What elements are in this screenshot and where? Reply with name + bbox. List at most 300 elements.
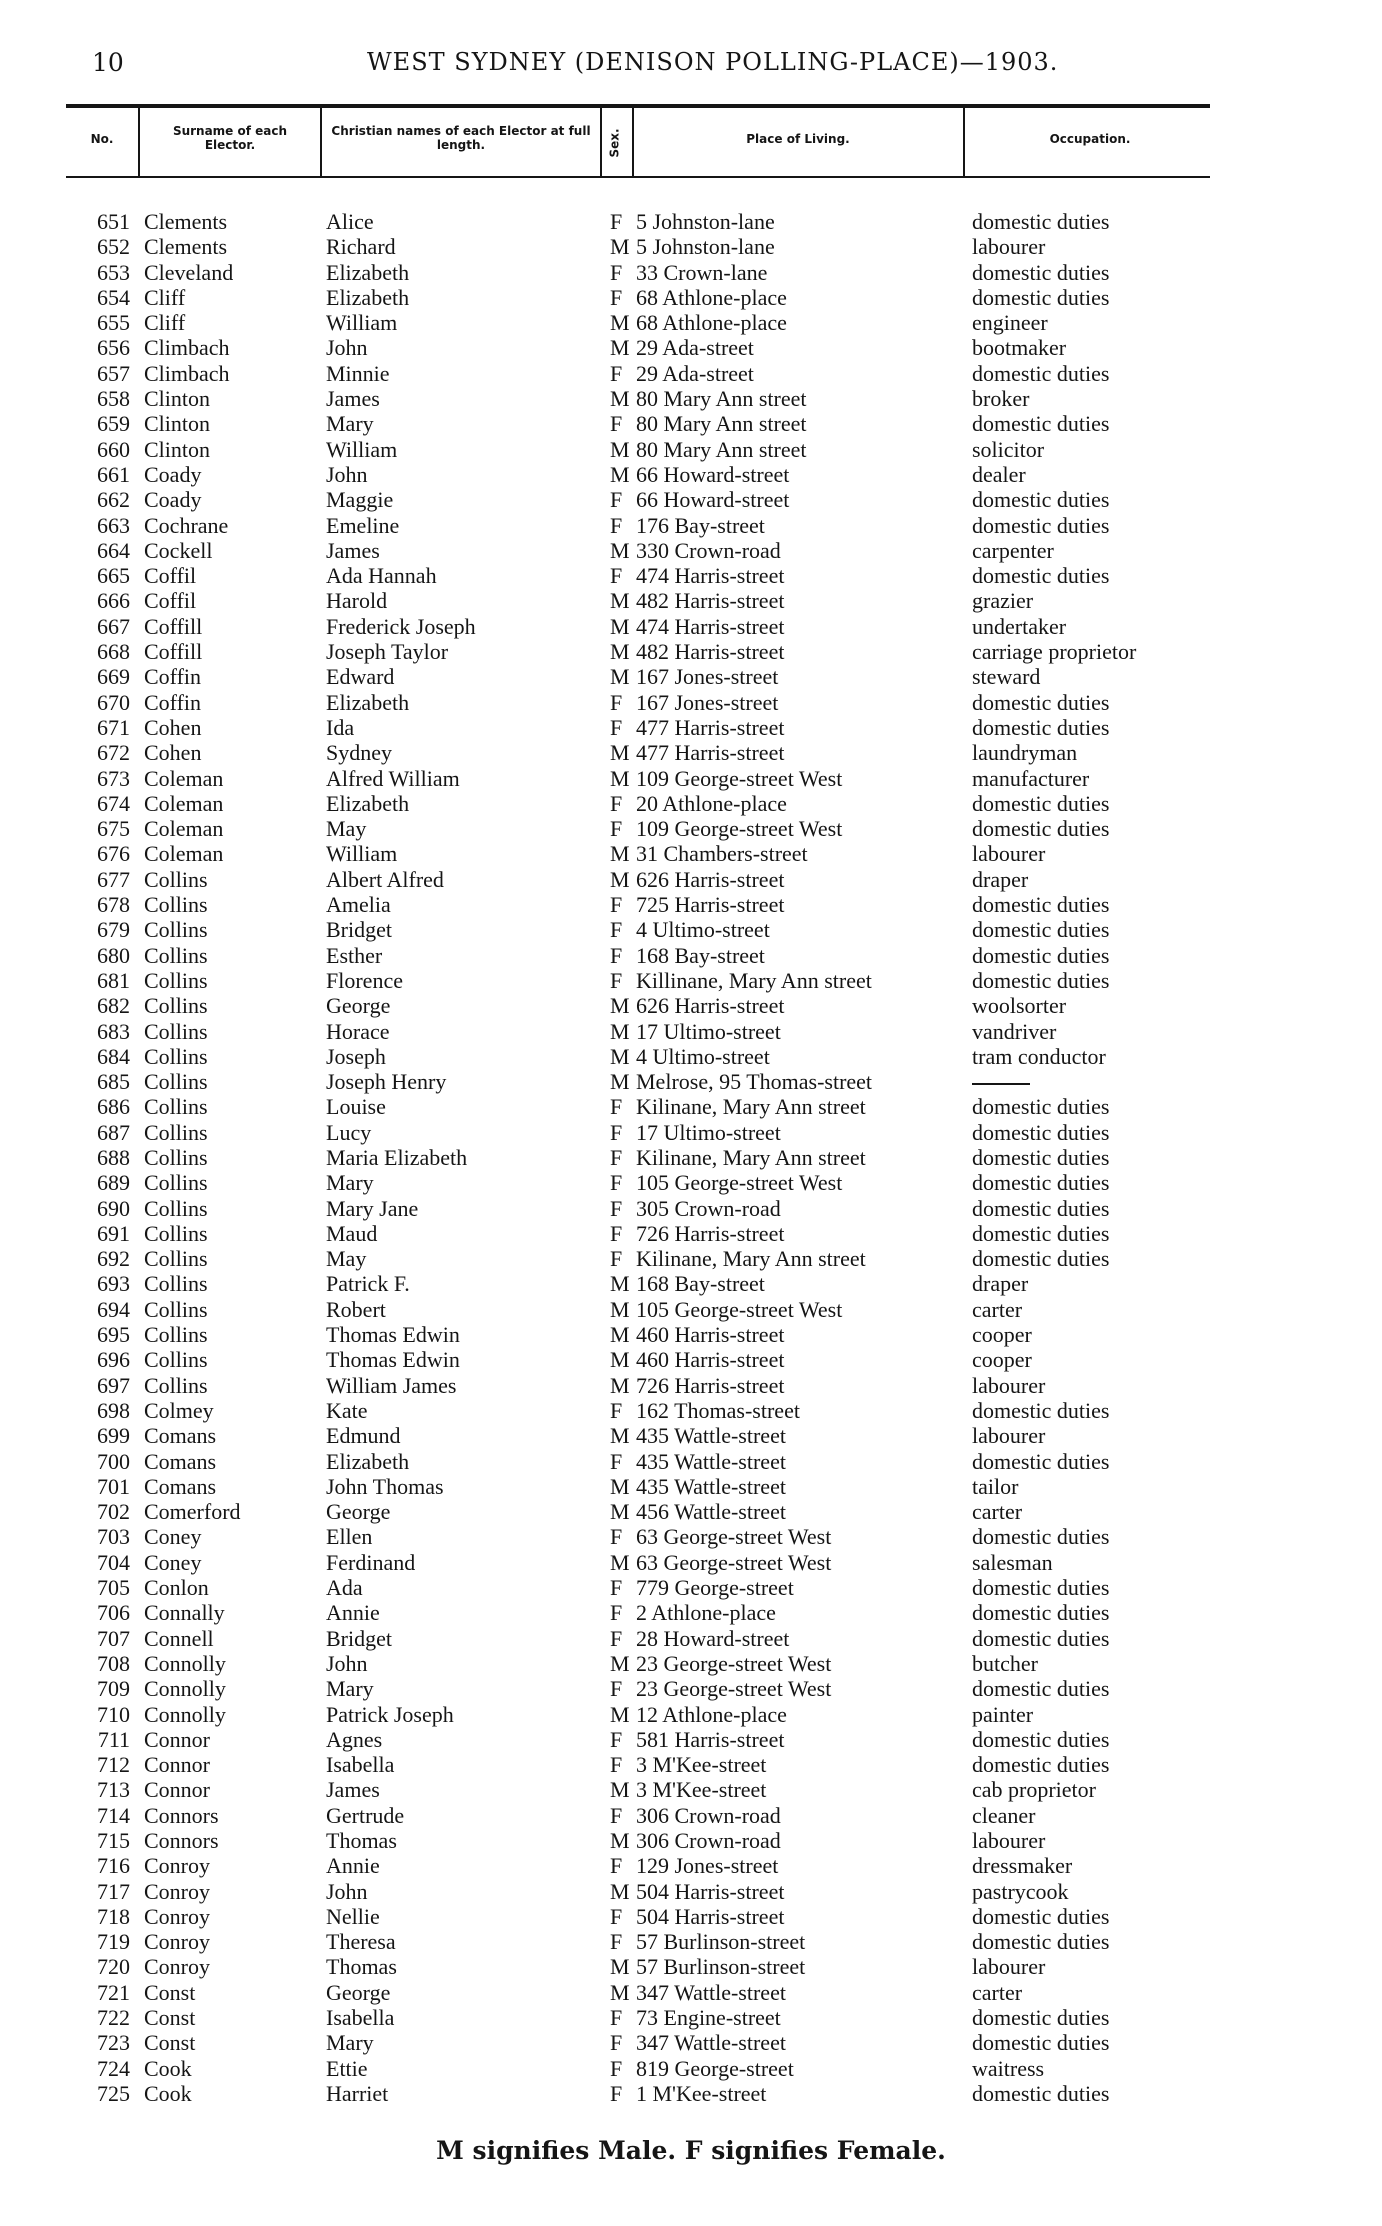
surname: Collins <box>144 1144 208 1170</box>
place-of-living: 626 Harris-street <box>636 993 785 1019</box>
christian-names: John <box>326 335 368 361</box>
place-of-living: 306 Crown-road <box>636 1802 781 1828</box>
sex: F <box>610 1220 623 1246</box>
row-number: 658 <box>97 386 130 412</box>
table-row <box>0 968 1382 993</box>
occupation: cooper <box>972 1322 1032 1348</box>
sex: M <box>610 740 630 766</box>
sex: F <box>610 892 623 918</box>
christian-names: George <box>326 1499 391 1525</box>
occupation: waitress <box>972 2055 1045 2081</box>
table-row <box>0 816 1382 841</box>
table-row <box>0 1499 1382 1524</box>
occupation: domestic duties <box>972 360 1110 386</box>
place-of-living: 168 Bay-street <box>636 1271 765 1297</box>
surname: Cohen <box>144 714 202 740</box>
christian-names: Maggie <box>326 487 394 513</box>
table-row <box>0 639 1382 664</box>
table-row <box>0 1904 1382 1929</box>
row-number: 687 <box>97 1119 130 1145</box>
row-number: 682 <box>97 993 130 1019</box>
christian-names: Richard <box>326 234 396 260</box>
table-row <box>0 2030 1382 2055</box>
sex: F <box>610 917 623 943</box>
sex: F <box>610 1625 623 1651</box>
table-row <box>0 1828 1382 1853</box>
occupation: domestic duties <box>972 1625 1110 1651</box>
sex: M <box>610 1549 630 1575</box>
occupation: domestic duties <box>972 917 1110 943</box>
row-number: 712 <box>97 1752 130 1778</box>
christian-names: John Thomas <box>326 1473 444 1499</box>
occupation: undertaker <box>972 613 1067 639</box>
row-number: 665 <box>97 563 130 589</box>
christian-names: Emeline <box>326 512 400 538</box>
christian-names: Elizabeth <box>326 689 410 715</box>
row-number: 709 <box>97 1676 130 1702</box>
surname: Conroy <box>144 1929 210 1955</box>
occupation: domestic duties <box>972 284 1110 310</box>
row-number: 683 <box>97 1018 130 1044</box>
sex: M <box>610 1271 630 1297</box>
occupation: broker <box>972 386 1030 412</box>
surname: Clinton <box>144 411 211 437</box>
place-of-living: 57 Burlinson-street <box>636 1929 806 1955</box>
christian-names: Louise <box>326 1094 386 1120</box>
place-of-living: 31 Chambers-street <box>636 841 808 867</box>
table-row <box>0 1600 1382 1625</box>
sex: F <box>610 2005 623 2031</box>
surname: Collins <box>144 866 208 892</box>
sex: M <box>610 866 630 892</box>
table-row <box>0 1702 1382 1727</box>
surname: Clinton <box>144 436 211 462</box>
surname: Connolly <box>144 1676 226 1702</box>
surname: Comans <box>144 1473 217 1499</box>
christian-names: Ada Hannah <box>326 563 437 589</box>
place-of-living: 5 Johnston-lane <box>636 209 775 234</box>
christian-names: Joseph Henry <box>326 1069 447 1095</box>
place-of-living: 129 Jones-street <box>636 1853 779 1879</box>
table-row <box>0 513 1382 538</box>
table-row <box>0 2005 1382 2030</box>
occupation: pastrycook <box>972 1878 1069 1904</box>
sex: F <box>610 1929 623 1955</box>
table-row <box>0 1879 1382 1904</box>
occupation: cleaner <box>972 1802 1036 1828</box>
christian-names: Bridget <box>326 917 392 943</box>
sex: F <box>610 2030 623 2056</box>
christian-names: Ida <box>326 714 355 740</box>
surname: Coady <box>144 461 202 487</box>
christian-names: John <box>326 1878 368 1904</box>
table-row <box>0 766 1382 791</box>
row-number: 692 <box>97 1246 130 1272</box>
table-row <box>0 260 1382 285</box>
sex: M <box>610 234 630 260</box>
sex: F <box>610 1524 623 1550</box>
christian-names: Amelia <box>326 892 391 918</box>
surname: Comans <box>144 1423 217 1449</box>
christian-names: Agnes <box>326 1726 383 1752</box>
row-number: 711 <box>97 1726 130 1752</box>
surname: Coleman <box>144 790 224 816</box>
table-row <box>0 917 1382 942</box>
table-row <box>0 1019 1382 1044</box>
surname: Const <box>144 2030 196 2056</box>
surname: Cohen <box>144 740 202 766</box>
table-row <box>0 993 1382 1018</box>
christian-names: May <box>326 816 367 842</box>
occupation: dressmaker <box>972 1853 1073 1879</box>
occupation: domestic duties <box>972 942 1110 968</box>
occupation: carter <box>972 1296 1023 1322</box>
sex: F <box>610 816 623 842</box>
place-of-living: Killinane, Mary Ann street <box>636 967 872 993</box>
place-of-living: 1 M'Kee-street <box>636 2080 767 2106</box>
occupation: domestic duties <box>972 1676 1110 1702</box>
sex: M <box>610 1828 630 1853</box>
christian-names: Maud <box>326 1220 378 1246</box>
sex: F <box>610 1802 623 1828</box>
column-separator <box>963 108 965 176</box>
row-number: 688 <box>97 1144 130 1170</box>
occupation: domestic duties <box>972 892 1110 918</box>
christian-names: Mary <box>326 1676 374 1702</box>
sex: F <box>610 942 623 968</box>
table-row <box>0 1196 1382 1221</box>
surname: Collins <box>144 1296 208 1322</box>
place-of-living: 726 Harris-street <box>636 1220 785 1246</box>
christian-names: George <box>326 1979 391 2005</box>
table-row <box>0 361 1382 386</box>
sex: F <box>610 1094 623 1120</box>
table-row <box>0 1221 1382 1246</box>
christian-names: Joseph <box>326 1043 386 1069</box>
surname: Connolly <box>144 1701 226 1727</box>
table-row <box>0 1550 1382 1575</box>
sex: F <box>610 2055 623 2081</box>
christian-names: Bridget <box>326 1625 392 1651</box>
occupation: domestic duties <box>972 1397 1110 1423</box>
christian-names: Thomas <box>326 1954 397 1980</box>
occupation: labourer <box>972 841 1046 867</box>
christian-names: William <box>326 310 398 336</box>
place-of-living: 504 Harris-street <box>636 1878 785 1904</box>
surname: Collins <box>144 1195 208 1221</box>
column-separator <box>138 108 140 176</box>
row-number: 668 <box>97 639 130 665</box>
table-row <box>0 1271 1382 1296</box>
row-number: 674 <box>97 790 130 816</box>
place-of-living: 68 Athlone-place <box>636 310 787 336</box>
sex: M <box>610 1701 630 1727</box>
sex: F <box>610 967 623 993</box>
occupation: domestic duties <box>972 512 1110 538</box>
place-of-living: 474 Harris-street <box>636 613 785 639</box>
place-of-living: 477 Harris-street <box>636 714 785 740</box>
place-of-living: 3 M'Kee-street <box>636 1777 767 1803</box>
surname: Const <box>144 1979 196 2005</box>
row-number: 723 <box>97 2030 130 2056</box>
row-number: 720 <box>97 1954 130 1980</box>
christian-names: Theresa <box>326 1929 396 1955</box>
occupation: labourer <box>972 1423 1046 1449</box>
row-number: 702 <box>97 1499 130 1525</box>
sex: F <box>610 1448 623 1474</box>
surname: Collins <box>144 993 208 1019</box>
christian-names: John <box>326 1650 368 1676</box>
sex: F <box>610 1676 623 1702</box>
surname: Clements <box>144 209 228 234</box>
occupation: woolsorter <box>972 993 1067 1019</box>
place-of-living: 63 George-street West <box>636 1549 832 1575</box>
sex: F <box>610 689 623 715</box>
occupation: domestic duties <box>972 1170 1110 1196</box>
surname: Coleman <box>144 841 224 867</box>
sex: M <box>610 1954 630 1980</box>
table-row <box>0 1954 1382 1979</box>
place-of-living: 162 Thomas-street <box>636 1397 800 1423</box>
table-row <box>0 690 1382 715</box>
place-of-living: 4 Ultimo-street <box>636 1043 770 1069</box>
occupation: domestic duties <box>972 1144 1110 1170</box>
sex: M <box>610 613 630 639</box>
occupation: domestic duties <box>972 2005 1110 2031</box>
occupation: domestic duties <box>972 2030 1110 2056</box>
table-row <box>0 1246 1382 1271</box>
place-of-living: 12 Athlone-place <box>636 1701 787 1727</box>
place-of-living: 460 Harris-street <box>636 1347 785 1373</box>
table-row <box>0 715 1382 740</box>
sex: F <box>610 790 623 816</box>
row-number: 666 <box>97 588 130 614</box>
row-number: 663 <box>97 512 130 538</box>
sex: M <box>610 1423 630 1449</box>
surname: Cockell <box>144 537 213 563</box>
christian-names: May <box>326 1246 367 1272</box>
row-number: 655 <box>97 310 130 336</box>
surname: Collins <box>144 917 208 943</box>
christian-names: Lucy <box>326 1119 372 1145</box>
surname: Coffill <box>144 639 203 665</box>
christian-names: James <box>326 537 380 563</box>
occupation: grazier <box>972 588 1034 614</box>
row-number: 695 <box>97 1322 130 1348</box>
place-of-living: 17 Ultimo-street <box>636 1119 781 1145</box>
occupation: domestic duties <box>972 1448 1110 1474</box>
occupation: bootmaker <box>972 335 1067 361</box>
christian-names: Mary <box>326 411 374 437</box>
table-row <box>0 867 1382 892</box>
row-number: 716 <box>97 1853 130 1879</box>
sex: M <box>610 1018 630 1044</box>
place-of-living: 460 Harris-street <box>636 1322 785 1348</box>
sex: F <box>610 1600 623 1626</box>
sex: M <box>610 537 630 563</box>
surname: Colmey <box>144 1397 214 1423</box>
occupation: labourer <box>972 234 1046 260</box>
table-row <box>0 234 1382 259</box>
row-number: 725 <box>97 2080 130 2106</box>
occupation: domestic duties <box>972 1094 1110 1120</box>
sex: F <box>610 1119 623 1145</box>
occupation: domestic duties <box>972 1903 1110 1929</box>
table-row <box>0 335 1382 360</box>
table-row <box>0 1347 1382 1372</box>
surname: Cook <box>144 2055 192 2081</box>
sex: M <box>610 1043 630 1069</box>
occupation: domestic duties <box>972 2080 1110 2106</box>
sex: M <box>610 765 630 791</box>
christian-names: Elizabeth <box>326 790 410 816</box>
row-number: 680 <box>97 942 130 968</box>
table-row <box>0 310 1382 335</box>
header-place: Place of Living. <box>746 132 850 146</box>
row-number: 698 <box>97 1397 130 1423</box>
row-number: 673 <box>97 765 130 791</box>
occupation: carter <box>972 1979 1023 2005</box>
surname: Collins <box>144 1119 208 1145</box>
header-christian: Christian names of each Elector at full length. <box>331 124 591 152</box>
table-row <box>0 892 1382 917</box>
surname: Collins <box>144 1018 208 1044</box>
place-of-living: 725 Harris-street <box>636 892 785 918</box>
column-separator <box>632 108 634 176</box>
sex: F <box>610 1170 623 1196</box>
table-row <box>0 411 1382 436</box>
sex: M <box>610 1347 630 1373</box>
christian-names: Annie <box>326 1853 380 1879</box>
surname: Collins <box>144 1069 208 1095</box>
place-of-living: 28 Howard-street <box>636 1625 790 1651</box>
sex: F <box>610 563 623 589</box>
sex: M <box>610 436 630 462</box>
table-row <box>0 1322 1382 1347</box>
christian-names: George <box>326 993 391 1019</box>
occupation: manufacturer <box>972 765 1090 791</box>
surname: Coney <box>144 1549 202 1575</box>
place-of-living: 80 Mary Ann street <box>636 386 807 412</box>
row-number: 681 <box>97 967 130 993</box>
place-of-living: 581 Harris-street <box>636 1726 785 1752</box>
place-of-living: 482 Harris-street <box>636 588 785 614</box>
occupation: tailor <box>972 1473 1019 1499</box>
row-number: 708 <box>97 1650 130 1676</box>
surname: Collins <box>144 1271 208 1297</box>
table-row <box>0 1373 1382 1398</box>
surname: Collins <box>144 942 208 968</box>
row-number: 656 <box>97 335 130 361</box>
surname: Connally <box>144 1600 225 1626</box>
table-row <box>0 1094 1382 1119</box>
sex: F <box>610 1144 623 1170</box>
row-number: 690 <box>97 1195 130 1221</box>
surname: Connor <box>144 1777 210 1803</box>
occupation: steward <box>972 664 1041 690</box>
sex: M <box>610 1878 630 1904</box>
sex: M <box>610 1069 630 1095</box>
row-number: 706 <box>97 1600 130 1626</box>
row-number: 657 <box>97 360 130 386</box>
footnote: M signifies Male. F signifies Female. <box>436 2136 946 2165</box>
occupation: domestic duties <box>972 563 1110 589</box>
row-number: 685 <box>97 1069 130 1095</box>
table-row <box>0 437 1382 462</box>
occupation: domestic duties <box>972 1195 1110 1221</box>
surname: Connor <box>144 1752 210 1778</box>
place-of-living: 109 George-street West <box>636 816 843 842</box>
christian-names: Patrick Joseph <box>326 1701 454 1727</box>
sex: F <box>610 1575 623 1601</box>
place-of-living: 167 Jones-street <box>636 664 779 690</box>
christian-names: Elizabeth <box>326 259 410 285</box>
surname: Conlon <box>144 1575 209 1601</box>
surname: Collins <box>144 1372 208 1398</box>
place-of-living: 20 Athlone-place <box>636 790 787 816</box>
place-of-living: 33 Crown-lane <box>636 259 768 285</box>
occupation: domestic duties <box>972 1600 1110 1626</box>
place-of-living: 168 Bay-street <box>636 942 765 968</box>
row-number: 703 <box>97 1524 130 1550</box>
table-row <box>0 538 1382 563</box>
christian-names: Harriet <box>326 2080 389 2106</box>
place-of-living: 482 Harris-street <box>636 639 785 665</box>
place-of-living: Kilinane, Mary Ann street <box>636 1144 866 1170</box>
occupation: domestic duties <box>972 1726 1110 1752</box>
header-rule <box>66 176 1210 178</box>
christian-names: Frederick Joseph <box>326 613 476 639</box>
sex: M <box>610 1650 630 1676</box>
christian-names: Annie <box>326 1600 380 1626</box>
place-of-living: 66 Howard-street <box>636 461 790 487</box>
row-number: 718 <box>97 1903 130 1929</box>
table-row <box>0 1524 1382 1549</box>
table-row <box>0 2081 1382 2106</box>
place-of-living: 73 Engine-street <box>636 2005 781 2031</box>
surname: Collins <box>144 892 208 918</box>
place-of-living: 17 Ultimo-street <box>636 1018 781 1044</box>
occupation: painter <box>972 1701 1034 1727</box>
sex: F <box>610 1853 623 1879</box>
row-number: 661 <box>97 461 130 487</box>
row-number: 717 <box>97 1878 130 1904</box>
sex: F <box>610 714 623 740</box>
table-row <box>0 462 1382 487</box>
occupation: domestic duties <box>972 1575 1110 1601</box>
table-row <box>0 1398 1382 1423</box>
christian-names: William <box>326 436 398 462</box>
surname: Collins <box>144 967 208 993</box>
place-of-living: 167 Jones-street <box>636 689 779 715</box>
christian-names: Elizabeth <box>326 284 410 310</box>
surname: Connors <box>144 1802 219 1828</box>
row-number: 713 <box>97 1777 130 1803</box>
surname: Collins <box>144 1043 208 1069</box>
christian-names: Thomas <box>326 1828 397 1853</box>
occupation: domestic duties <box>972 714 1110 740</box>
row-number: 679 <box>97 917 130 943</box>
place-of-living: 435 Wattle-street <box>636 1423 786 1449</box>
electors-list <box>0 209 1382 2106</box>
surname: Clements <box>144 234 228 260</box>
surname: Comerford <box>144 1499 241 1525</box>
surname: Clinton <box>144 386 211 412</box>
place-of-living: 819 George-street <box>636 2055 794 2081</box>
table-row <box>0 588 1382 613</box>
row-number: 696 <box>97 1347 130 1373</box>
row-number: 704 <box>97 1549 130 1575</box>
